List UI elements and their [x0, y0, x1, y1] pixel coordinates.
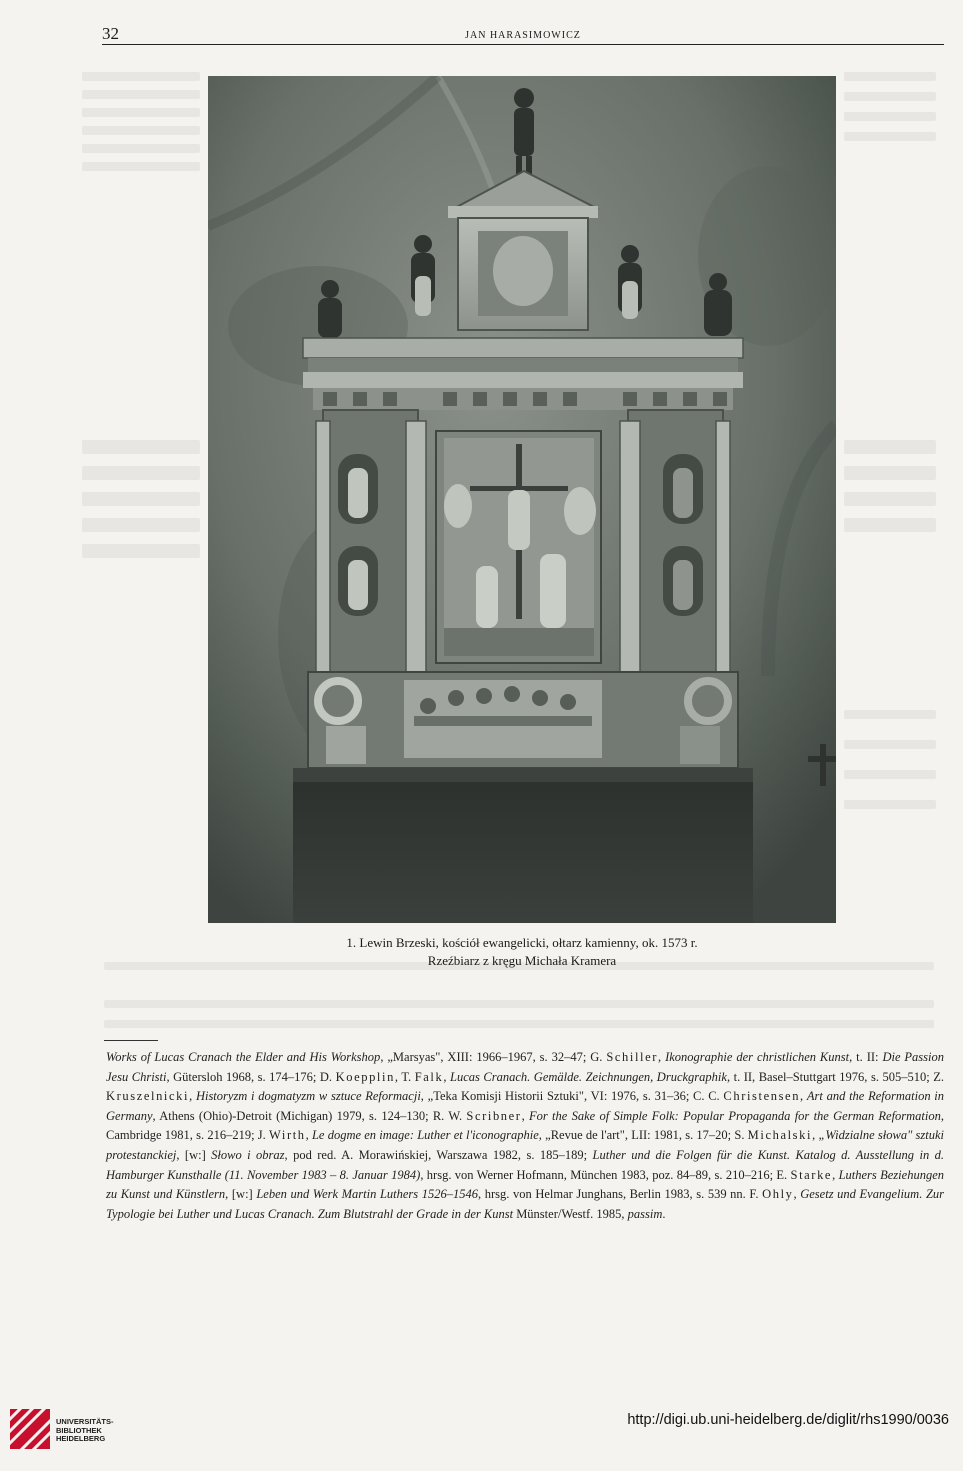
footnote-segment: , „Marsyas", XIII: 1966–1967, s. 32–47; G. [380, 1050, 607, 1064]
caption-line-1: 1. Lewin Brzeski, kościół ewangelicki, ołtarz kamienny, ok. 1573 r. [346, 935, 698, 950]
permalink-url[interactable]: http://digi.ub.uni-heidelberg.de/diglit/rhs1990/0036 [627, 1412, 949, 1428]
bleed-through [82, 108, 200, 117]
footnote-segment: , [812, 1128, 819, 1143]
bleed-through [844, 92, 936, 101]
footnote-segment: . [662, 1206, 666, 1221]
footnote-segment: , [800, 1089, 807, 1104]
footnote-author: Schiller [606, 1050, 659, 1064]
footnote-author: Starke [790, 1167, 833, 1182]
footnote-segment: , t. II: [849, 1050, 883, 1064]
footnote-segment: , hrsg. von Helmar Junghans, Berlin 1983, s. 539 nn. F. [478, 1187, 763, 1202]
bleed-through [82, 90, 200, 99]
footnote-segment: , [521, 1108, 529, 1123]
altar-photograph [208, 76, 836, 923]
library-logo-icon [10, 1409, 50, 1449]
footnote-segment: Luther und die Folgen für die Kunst. Katalog d. Ausstellung in d. Hamburger Kunsthalle (11. November 1983 – 8. Januar 1984) [106, 1147, 945, 1182]
footnote-segment: , hrsg. von Werner Hofmann, München 1983, poz. 84–89, s. 210–216; E. [420, 1167, 791, 1182]
bleed-through [844, 440, 936, 454]
bleed-through [82, 72, 200, 81]
footnote-segment: „Widzialne słowa" sztuki protestanckiej [106, 1128, 945, 1162]
footnote-author: Christensen [723, 1089, 801, 1104]
footnote-segment: , [w:] [225, 1187, 257, 1202]
footnote-segment: , Cambridge 1981, s. 216–219; J. [106, 1108, 945, 1143]
footnote-author: Michalski [747, 1128, 813, 1143]
footnote-segment: , pod red. A. Morawińskiej, Warszawa 1982, s. 185–189; [284, 1147, 593, 1162]
footnote-segment: Leben und Werk Martin Luthers 1526–1546 [256, 1187, 479, 1202]
footnote-segment: Historyzm i dogmatyzm w sztuce Reformacji [195, 1089, 421, 1104]
footnote-segment: Ikonographie der christlichen Kunst [665, 1050, 850, 1064]
page-header [102, 24, 944, 46]
footnote-segment: , T. [394, 1069, 415, 1084]
figure-caption [208, 934, 836, 970]
library-logo[interactable] [10, 1403, 170, 1453]
footnote-segment: , [443, 1069, 450, 1084]
footnote-segment: passim [627, 1206, 663, 1221]
footnote-rule [104, 1040, 158, 1041]
footnote-segment: Die Passion Jesu Christi [106, 1050, 945, 1084]
bleed-through [82, 492, 200, 506]
footnote-segment: Luthers Beziehungen zu Kunst und Künstlern [106, 1167, 944, 1202]
footnote-segment: Works of Lucas Cranach the Elder and His Workshop [106, 1050, 381, 1064]
bleed-through [844, 132, 936, 141]
bleed-through [844, 770, 936, 779]
bleed-through [844, 112, 936, 121]
bleed-through [82, 518, 200, 532]
page-number: 32 [102, 24, 119, 43]
footnote-segment: , t. II, Basel–Stuttgart 1976, s. 505–510; Z. [726, 1069, 944, 1084]
bleed-through [844, 740, 936, 749]
footnote-segment: Le dogme en image: Luther et l'iconographie [311, 1128, 539, 1143]
footnote-segment: , [305, 1128, 312, 1143]
library-name-line: UNIVERSITÄTS- [56, 1417, 114, 1426]
footnote-segment: Lucas Cranach. Gemälde. Zeichnungen, Druckgraphik [450, 1069, 727, 1084]
footnote-author: Wirth [268, 1128, 306, 1143]
footnote-segment: Münster/Westf. 1985, [513, 1206, 628, 1221]
running-head: JAN HARASIMOWICZ [465, 30, 581, 41]
bleed-through [844, 800, 936, 809]
bleed-through [844, 466, 936, 480]
footnote-segment: , „Teka Komisji Historii Sztuki", VI: 1976, s. 31–36; C. C. [420, 1089, 724, 1104]
footnote-segment: Słowo i obraz [211, 1147, 285, 1162]
bleed-through [104, 1020, 934, 1028]
bleed-through [844, 710, 936, 719]
footnote-segment: , [658, 1050, 666, 1064]
footnote-segment: , [w:] [176, 1147, 212, 1162]
bleed-through [82, 162, 200, 171]
footnote-author: Kruszelnicki [106, 1089, 190, 1104]
header-rule [102, 44, 944, 45]
footnote-segment: Art and the Reformation in Germany [106, 1089, 945, 1123]
footnote-segment: , Gütersloh 1968, s. 174–176; D. [166, 1069, 336, 1084]
bleed-through [82, 544, 200, 558]
bleed-through [82, 466, 200, 480]
bleed-through [844, 72, 936, 81]
footnote-author: Falk [414, 1069, 444, 1084]
footnote-segment: , [189, 1089, 196, 1104]
bleed-through [844, 518, 936, 532]
footnote-segment: , Athens (Ohio)-Detroit (Michigan) 1979, s. 124–130; R. W. [152, 1108, 467, 1123]
footnote-author: Ohly [762, 1187, 794, 1202]
altar-illustration [208, 76, 836, 923]
footnote-text [106, 1048, 944, 1224]
footnote-segment: , [832, 1167, 839, 1182]
footnote-author: Scribner [466, 1108, 522, 1123]
bleed-through [82, 126, 200, 135]
footnote-segment: , „Revue de l'art", LII: 1981, s. 17–20; S. [538, 1128, 748, 1143]
bleed-through [104, 1000, 934, 1008]
footnote-segment: , [793, 1187, 801, 1202]
library-name-line: HEIDELBERG [56, 1434, 106, 1443]
footnote-segment: Gesetz und Evangelium. Zur Typologie bei Luther und Lucas Cranach. Zum Blutstrahl der Grade in der Kunst [106, 1187, 945, 1221]
bleed-through [844, 492, 936, 506]
bleed-through [82, 440, 200, 454]
library-name-line: BIBLIOTHEK [56, 1425, 102, 1435]
footnote-segment: For the Sake of Simple Folk: Popular Propaganda for the German Reformation [528, 1108, 941, 1123]
bleed-through [82, 144, 200, 153]
caption-line-2: Rzeźbiarz z kręgu Michała Kramera [427, 953, 617, 968]
footnote-author: Koepplin [335, 1069, 395, 1084]
library-name [56, 1418, 114, 1444]
